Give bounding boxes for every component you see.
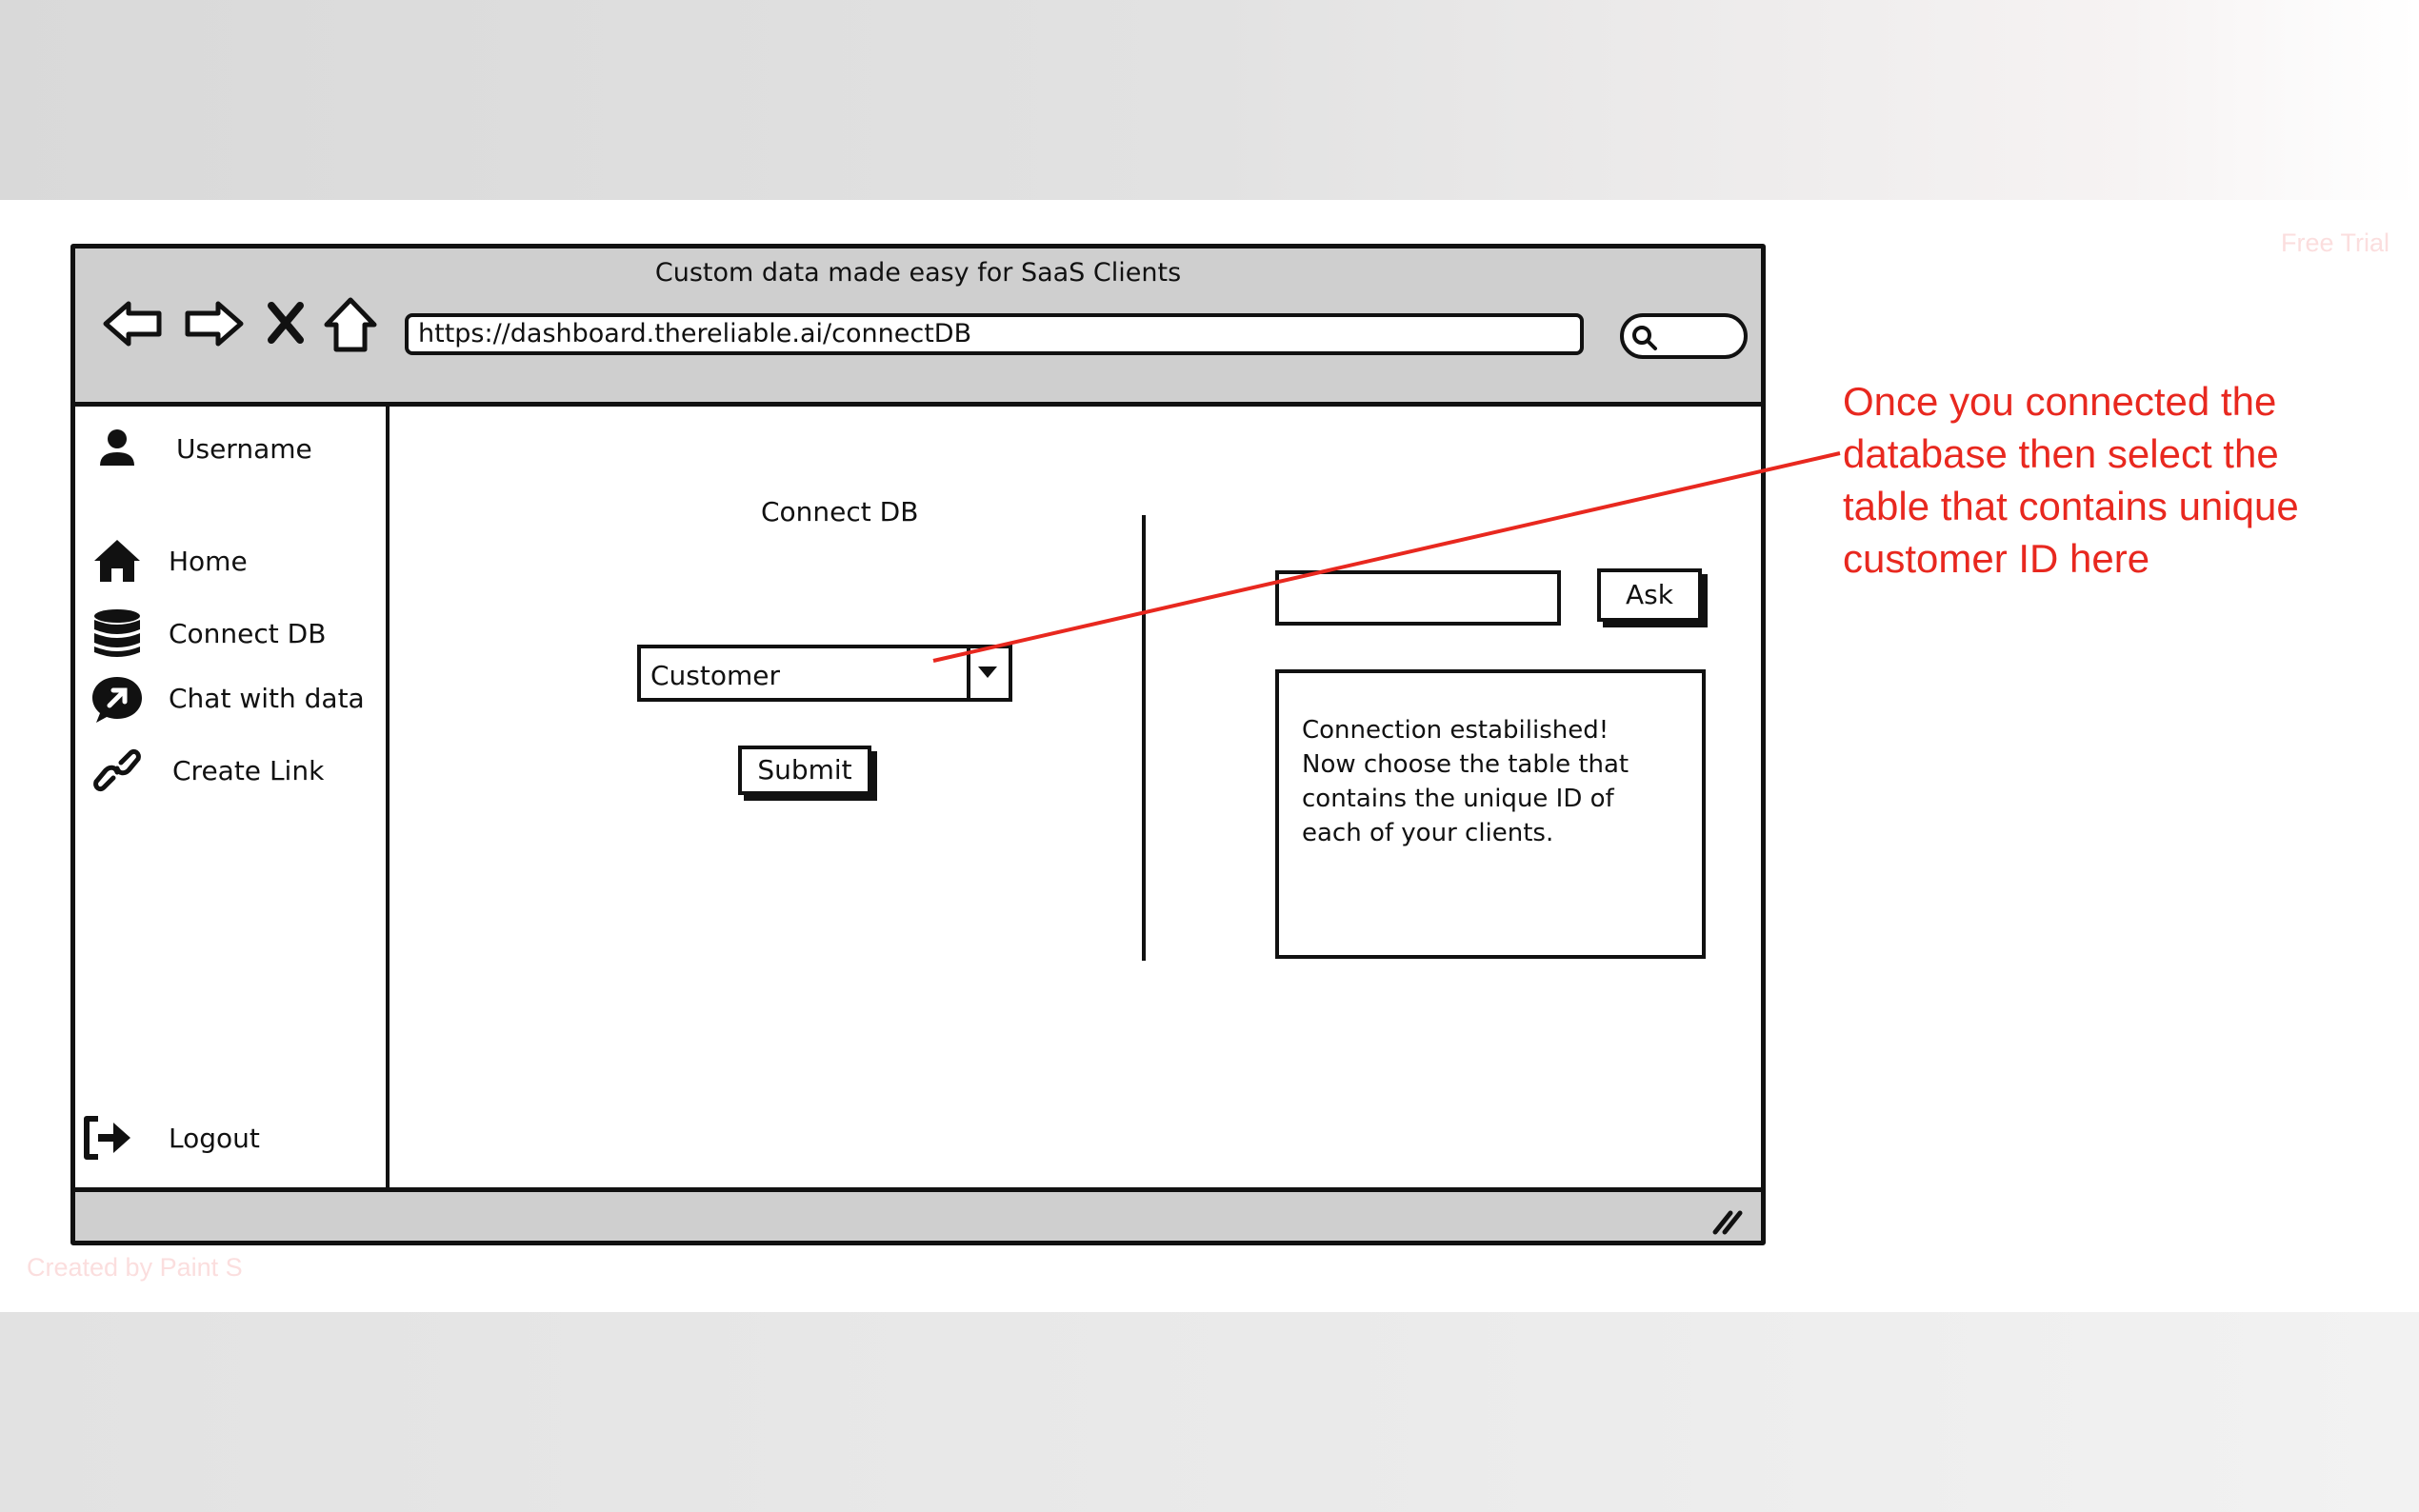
sidebar-item-label: Chat with data	[169, 683, 365, 714]
sidebar-item-label: Logout	[169, 1123, 260, 1154]
address-bar[interactable]: https://dashboard.thereliable.ai/connectDB	[405, 313, 1584, 355]
response-line: each of your clients.	[1302, 819, 1554, 847]
connect-db-heading: Connect DB	[761, 496, 919, 527]
ask-button[interactable]: Ask	[1597, 568, 1702, 622]
window-title: Custom data made easy for SaaS Clients	[654, 258, 1182, 288]
username-label: Username	[176, 433, 312, 465]
annotation-line: customer ID here	[1843, 536, 2150, 581]
created-by-watermark: Created by Paint S	[27, 1253, 243, 1282]
annotation-line: Once you connected the	[1843, 379, 2277, 424]
table-select-value: Customer	[650, 660, 781, 691]
response-line: contains the unique ID of	[1302, 785, 1614, 813]
sidebar-item-label: Home	[169, 546, 248, 577]
sidebar-item-label: Create Link	[172, 755, 325, 786]
submit-button[interactable]: Submit	[738, 746, 871, 795]
annotation-line: database then select the	[1843, 431, 2279, 476]
response-line: Now choose the table that	[1302, 750, 1629, 779]
free-trial-watermark: Free Trial	[2281, 229, 2390, 257]
annotation-line: table that contains unique	[1843, 484, 2299, 528]
sidebar-item-label: Connect DB	[169, 618, 327, 649]
response-line: Connection estabilished!	[1302, 716, 1609, 745]
